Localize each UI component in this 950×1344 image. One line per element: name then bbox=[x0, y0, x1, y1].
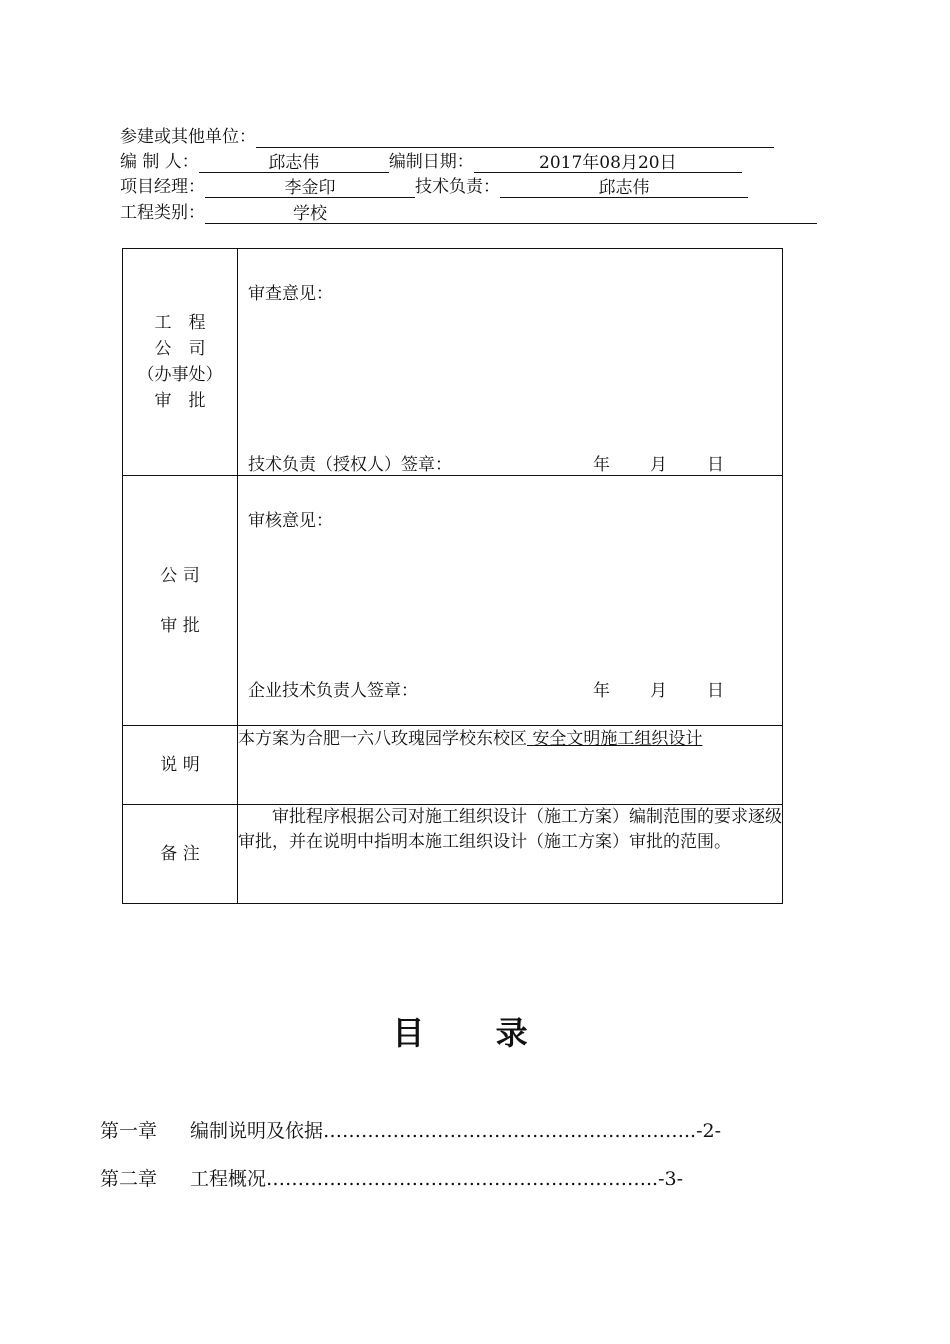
label-line: 公 司 bbox=[154, 339, 206, 359]
enterprise-review-label bbox=[123, 476, 238, 726]
toc-item-title: 编制说明及依据 bbox=[190, 1120, 324, 1142]
description-cell bbox=[238, 726, 783, 805]
toc-page: -2- bbox=[696, 1120, 722, 1142]
month-label: 月 bbox=[650, 681, 667, 701]
remarks-row bbox=[123, 805, 783, 904]
pm-field: 李金印 bbox=[205, 177, 415, 198]
year-label: 年 bbox=[593, 455, 610, 475]
approval-table bbox=[122, 248, 783, 904]
month-label: 月 bbox=[650, 455, 667, 475]
pm-label: 项目经理： bbox=[120, 177, 205, 197]
company-review-cell bbox=[238, 249, 783, 476]
pm-row bbox=[120, 176, 748, 198]
compiler-row bbox=[120, 151, 742, 173]
label-line: 公 司 bbox=[160, 565, 200, 586]
date-label: 编制日期： bbox=[388, 152, 474, 172]
participant-label: 参建或其他单位： bbox=[120, 127, 256, 147]
description-label: 说 明 bbox=[123, 726, 238, 805]
toc-chapter: 第一章 bbox=[100, 1120, 158, 1142]
category-row bbox=[120, 202, 817, 224]
description-text: 本方案为合肥一六八玫瑰园学校东校区 bbox=[238, 729, 527, 749]
toc-item-title: 工程概况 bbox=[190, 1168, 267, 1190]
participant-field bbox=[256, 127, 774, 148]
audit-opinion-label: 审核意见： bbox=[248, 511, 333, 531]
description-title: 安全文明施工组织设计 bbox=[527, 729, 703, 749]
toc-title: 目 录 bbox=[392, 1014, 558, 1052]
toc-leader: ………………………………………………….. bbox=[323, 1120, 697, 1142]
tech-field: 邱志伟 bbox=[500, 177, 748, 198]
label-line: 工 程 bbox=[154, 313, 206, 333]
remarks-label: 备 注 bbox=[123, 805, 238, 904]
company-review-row bbox=[123, 249, 783, 476]
category-label: 工程类别： bbox=[120, 203, 205, 223]
label-line: （办事处） bbox=[137, 365, 223, 385]
company-review-label bbox=[123, 249, 238, 476]
category-field bbox=[205, 203, 817, 224]
review-opinion-label: 审查意见： bbox=[248, 284, 333, 304]
label-line: 审 批 bbox=[160, 615, 200, 636]
toc-item[interactable] bbox=[100, 1116, 721, 1143]
participant-row bbox=[120, 126, 774, 148]
compiler-field: 邱志伟 bbox=[199, 152, 389, 173]
toc-leader: …………………………………………………….. bbox=[266, 1168, 659, 1190]
label-line: 审 批 bbox=[154, 391, 206, 411]
enterprise-sign-label: 企业技术负责人签章： bbox=[248, 681, 418, 701]
enterprise-review-row bbox=[123, 476, 783, 726]
description-row bbox=[123, 726, 783, 805]
compiler-label: 编 制 人： bbox=[120, 152, 199, 172]
date-field: 2017年08月20日 bbox=[474, 152, 742, 173]
tech-sign-label: 技术负责（授权人）签章： bbox=[248, 455, 452, 475]
toc-page: -3- bbox=[658, 1168, 684, 1190]
remarks-text: 审批程序根据公司对施工组织设计（施工方案）编制范围的要求逐级审批，并在说明中指明本施工组织设计（施工方案）审批的范围。 bbox=[238, 805, 783, 904]
day-label: 日 bbox=[707, 455, 724, 475]
year-label: 年 bbox=[593, 681, 610, 701]
toc-chapter: 第二章 bbox=[100, 1168, 158, 1190]
sign-date bbox=[593, 676, 764, 701]
day-label: 日 bbox=[707, 681, 724, 701]
sign-date bbox=[593, 450, 764, 475]
enterprise-review-cell bbox=[238, 476, 783, 726]
category-value: 学校 bbox=[293, 204, 327, 224]
tech-label: 技术负责： bbox=[415, 177, 500, 197]
toc-item[interactable] bbox=[100, 1164, 683, 1191]
